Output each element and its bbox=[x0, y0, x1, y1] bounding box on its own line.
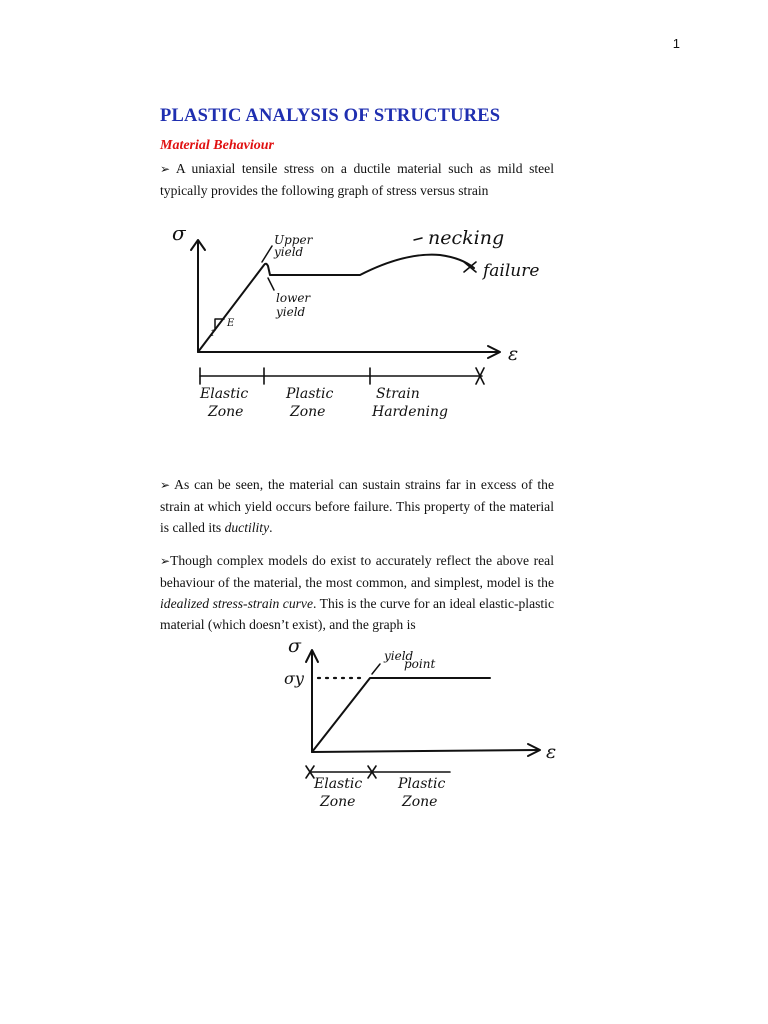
zone-label-plastic: Plastic bbox=[398, 776, 446, 792]
yield-point-label: yield bbox=[384, 649, 414, 663]
failure-label: failure bbox=[483, 261, 540, 281]
zone-label-plastic: Zone bbox=[402, 794, 438, 810]
bullet-arrow-icon: ➢ bbox=[160, 478, 171, 492]
x-axis-label-epsilon: ε bbox=[546, 741, 557, 763]
zone-label-elastic: Elastic bbox=[314, 776, 363, 792]
page-title: PLASTIC ANALYSIS OF STRUCTURES bbox=[160, 106, 501, 126]
zone-label-plastic: Zone bbox=[290, 404, 326, 420]
elastic-plastic-curve bbox=[312, 678, 490, 752]
paragraph-text-end: . bbox=[269, 520, 273, 535]
lower-yield-label: yield bbox=[276, 305, 306, 319]
yield-point-pointer bbox=[372, 664, 380, 674]
bullet-arrow-icon: ➢ bbox=[160, 162, 171, 176]
y-axis-label-sigma: σ bbox=[172, 221, 186, 245]
upper-yield-label: Upper bbox=[274, 233, 313, 247]
paragraph-text: As can be seen, the material can sustain strains far in excess of the strain at which yield occurs before failure. This property of the material is called its bbox=[160, 477, 554, 535]
x-axis-label-epsilon: ε bbox=[508, 343, 519, 365]
yield-point-label: point bbox=[404, 657, 436, 671]
emphasis-ductility: ductility bbox=[224, 520, 270, 535]
section-heading: Material Behaviour bbox=[160, 138, 274, 153]
slope-tick-label: 1 bbox=[210, 329, 216, 338]
y-axis-label-sigma: σ bbox=[288, 635, 301, 657]
upper-yield-label: yield bbox=[274, 245, 304, 259]
necking-label: necking bbox=[428, 227, 505, 249]
zone-label-strain-hardening: Hardening bbox=[372, 404, 448, 420]
emphasis-idealized-curve: idealized stress-strain curve bbox=[160, 596, 313, 611]
zone-label-elastic: Zone bbox=[208, 404, 244, 420]
zone-label-plastic: Plastic bbox=[286, 386, 334, 402]
paragraph-text: Though complex models do exist to accurately reflect the above real behaviour of the material, the most common, and simplest, model is the bbox=[160, 553, 554, 590]
zone-label-elastic: Elastic bbox=[200, 386, 249, 402]
zone-label-elastic: Zone bbox=[320, 794, 356, 810]
paragraph-text: A uniaxial tensile stress on a ductile material such as mild steel typically provides the following graph of stress versus strain bbox=[160, 161, 554, 198]
paragraph-text-end: . This is the curve for an ideal elastic-plastic material (which doesn’t exist), and the graph is bbox=[160, 596, 554, 632]
zone-label-strain-hardening: Strain bbox=[376, 386, 420, 402]
lower-yield-label: lower bbox=[276, 291, 311, 305]
x-axis bbox=[312, 750, 538, 752]
yield-stress-label: σy bbox=[284, 669, 304, 688]
page-number: 1 bbox=[672, 36, 680, 51]
modulus-label: E bbox=[227, 318, 235, 329]
bullet-arrow-icon: ➢ bbox=[160, 554, 171, 568]
